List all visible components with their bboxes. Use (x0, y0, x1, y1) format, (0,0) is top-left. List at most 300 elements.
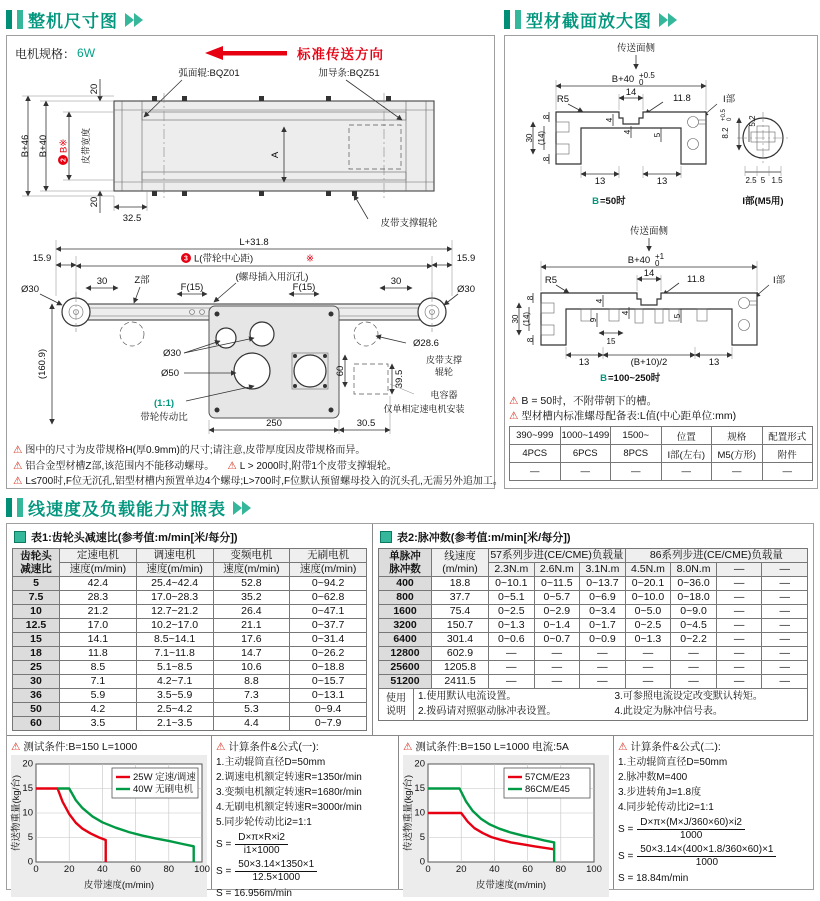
value-cell: 8.8 (213, 675, 290, 689)
caption-b100: =100~250时 (608, 373, 661, 384)
value-cell: — (489, 675, 535, 689)
dim-d30-mid: Ø30 (163, 348, 181, 359)
nut-value-cell: 8PCS (611, 445, 662, 463)
value-cell: 0~20.1 (625, 577, 671, 591)
fraction (235, 859, 317, 884)
y-tick-label: 20 (22, 758, 33, 770)
surface-side-label: 传送面侧 (616, 43, 656, 54)
table-row (379, 675, 808, 689)
value-cell: — (671, 661, 717, 675)
nut-table-container (509, 426, 813, 481)
table-marker-icon (14, 531, 26, 543)
dim-13-left: 13 (594, 176, 606, 187)
value-cell: 11.8 (60, 647, 137, 661)
dim-8-bottom: 8 (542, 156, 551, 162)
table-row (13, 619, 367, 633)
svg-text:L(带轮中心距): L(带轮中心距) (194, 253, 254, 265)
y-tick-label: 20 (414, 758, 425, 770)
caption-b100-b: B (600, 373, 607, 384)
denominator: 12.5×1000 (252, 872, 301, 883)
formula-lhs: S = (618, 851, 634, 862)
nut-header-cell: 1000~1499 (560, 427, 611, 445)
value-cell: 0~13.7 (580, 577, 626, 591)
torque-header: 2.3N.m (489, 563, 535, 577)
x-tick-label: 60 (522, 864, 533, 875)
value-cell: — (534, 661, 580, 675)
chart2-cell (399, 736, 614, 889)
svg-text:+0.5: +0.5 (721, 109, 727, 121)
caption-b50: =50时 (600, 196, 626, 207)
value-cell: 0~2.2 (671, 633, 717, 647)
dim-118: 11.8 (673, 93, 691, 104)
dim-118: 11.8 (687, 274, 705, 285)
denominator: 1000 (680, 830, 703, 841)
ratio-cell: 36 (13, 689, 60, 703)
value-cell: 75.4 (432, 605, 489, 619)
value-cell: 0~10.1 (489, 577, 535, 591)
dim-5: 5 (653, 132, 662, 138)
dim-9: 9 (589, 317, 598, 323)
value-cell: 301.4 (432, 633, 489, 647)
table-marker-icon (380, 531, 392, 543)
value-cell: 0~18.0 (671, 591, 717, 605)
dim-b40-tol (612, 71, 656, 87)
value-cell: 17.0~28.3 (136, 591, 213, 605)
dim-d30-right: Ø30 (457, 284, 475, 295)
profile-panel (504, 35, 818, 489)
dim-b46: B+46 (20, 134, 31, 158)
value-cell: — (716, 633, 762, 647)
dim-b40-tol2 (628, 252, 665, 268)
svg-text:2: 2 (60, 158, 68, 162)
value-cell: 0~18.8 (290, 661, 367, 675)
support-label-1: 皮带支撑 (425, 355, 463, 365)
table-row (13, 661, 367, 675)
legend-label: 57CM/E23 (525, 771, 570, 783)
load-capacity-chart (404, 756, 600, 892)
load-capacity-chart (12, 756, 208, 892)
support-roller-label: 皮带支撑辊轮 (380, 218, 438, 229)
dim-d30-left: Ø30 (21, 284, 39, 295)
value-cell: 0~62.8 (290, 591, 367, 605)
formula-lhs: S = (618, 824, 634, 835)
value-cell: — (762, 605, 808, 619)
header-bar-icon (17, 10, 23, 29)
table-row (13, 549, 367, 563)
group-header: 57系列步进(CE/CME)负载量 (490, 549, 624, 562)
dim-52: 5.2 (748, 115, 757, 127)
value-cell: — (625, 661, 671, 675)
torque-header: 8.0N.m (671, 563, 717, 577)
ratio-cell: 10 (13, 605, 60, 619)
corner-header: 齿轮头 减速比 (13, 549, 60, 577)
table-row (13, 605, 367, 619)
dim-l318: L+31.8 (239, 237, 269, 248)
value-cell: 0~94.2 (290, 577, 367, 591)
value-cell: 4.2 (60, 703, 137, 717)
overall-dimension-panel (6, 35, 503, 489)
value-cell: — (489, 661, 535, 675)
svg-text:0: 0 (639, 78, 644, 87)
value-cell: 4.2~7.1 (136, 675, 213, 689)
dim-b40: B+40 (38, 134, 49, 158)
calc2-cell (614, 736, 813, 889)
table-row (379, 577, 808, 591)
torque-header: 2.6N.m (534, 563, 580, 577)
numerator: 50×3.14×(400×1.8/360×60)×1 (637, 844, 776, 857)
nut-hole-label: (螺母插入用沉孔) (235, 272, 309, 283)
warning-icon: ⚠ (13, 459, 23, 472)
section-header-profile (504, 7, 818, 32)
value-cell: — (762, 591, 808, 605)
value-cell: — (625, 675, 671, 689)
note-text: L > 2000时,附带1个皮带支撑辊轮。 (239, 460, 397, 472)
group-header: 无刷电机 (290, 549, 367, 563)
formula-row (618, 817, 809, 842)
value-cell: 0~9.4 (290, 703, 367, 717)
value-cell: 21.1 (213, 619, 290, 633)
warning-icon: ⚠ (618, 741, 628, 753)
table-row (13, 717, 367, 731)
header-bar-icon (504, 10, 510, 29)
f15-left: F(15) (180, 282, 204, 293)
table-row (13, 563, 367, 577)
value-cell: — (716, 605, 762, 619)
top-row (6, 5, 814, 489)
dim-5d: 5 (760, 176, 766, 185)
value-cell: 0~5.0 (625, 605, 671, 619)
guide-label: 加导条:BQZ51 (318, 68, 380, 79)
value-cell: 0~2.5 (625, 619, 671, 633)
value-cell: — (534, 647, 580, 661)
note-text: 型材槽内标准螺母配备表:L值(中心距单位:mm) (521, 410, 737, 423)
fraction (235, 832, 288, 857)
calc-condition-line: 5.同步轮传动比i2=1:1 (216, 817, 312, 828)
sub-header: 速度(m/min) (290, 563, 367, 577)
value-cell: 26.4 (213, 605, 290, 619)
pulse-cell: 6400 (379, 633, 432, 647)
formula-result: S = 18.84m/min (618, 873, 689, 884)
value-cell: — (716, 577, 762, 591)
motor-spec-row (15, 43, 486, 63)
corner-header: 单脉冲 脉冲数 (379, 549, 432, 577)
table-row (13, 591, 367, 605)
nut-value-cell: — (611, 463, 662, 481)
value-cell: — (716, 675, 762, 689)
group-header: 变频电机 (213, 549, 290, 563)
y-tick-label: 10 (414, 807, 425, 819)
denominator: i1×1000 (243, 845, 280, 856)
torque-header: — (716, 563, 762, 577)
svg-text:B※: B※ (58, 138, 70, 153)
dim-l-center (181, 253, 314, 265)
value-cell: 10.2~17.0 (136, 619, 213, 633)
formula-row (216, 859, 394, 884)
speed-load-section (6, 495, 814, 899)
dim-5: 5 (673, 313, 682, 319)
value-cell: 0~5.1 (489, 591, 535, 605)
dim-4b: 4 (623, 129, 632, 135)
pulse-cell: 51200 (379, 675, 432, 689)
y-tick-label: 15 (414, 783, 425, 795)
value-cell: — (762, 647, 808, 661)
numerator: D×π×R×i2 (235, 832, 288, 845)
profile-notes (509, 394, 813, 424)
value-cell: 0~1.3 (625, 633, 671, 647)
formula-row (618, 844, 809, 869)
legend-label: 40W 无刷电机 (133, 783, 194, 795)
value-cell: 5.9 (60, 689, 137, 703)
value-cell: 7.1 (60, 675, 137, 689)
pulse-cell: 25600 (379, 661, 432, 675)
x-tick-label: 0 (33, 864, 39, 875)
dim-30-right: 30 (390, 276, 402, 287)
value-cell: 8.5~14.1 (136, 633, 213, 647)
x-tick-label: 20 (455, 864, 467, 875)
dim-4a: 4 (595, 298, 604, 304)
x-tick-label: 20 (63, 864, 75, 875)
calc-condition-line: 1.主动辊筒直径D=50mm (216, 757, 326, 768)
ratio-cell: 5 (13, 577, 60, 591)
value-cell: — (580, 647, 626, 661)
gear-ratio-table (12, 548, 367, 731)
capacitor-label: 电容器 (430, 390, 458, 400)
value-cell: 42.4 (60, 577, 137, 591)
value-cell: 17.0 (60, 619, 137, 633)
value-cell: — (762, 577, 808, 591)
note-text: L≤700时,F位无沉孔,铝型材槽内预置单边4个螺母;L>700时,F位默认预留螺母投入的沉头孔,无需另外追加工。 (25, 476, 503, 487)
usage-left-col (414, 689, 611, 720)
value-cell: 18.8 (432, 577, 489, 591)
y-tick-label: 0 (27, 856, 33, 868)
tables-row (7, 524, 813, 736)
profile-b100-drawing (509, 223, 813, 387)
table-row (13, 577, 367, 591)
ratio-cell: 60 (13, 717, 60, 731)
svg-text:※: ※ (306, 253, 314, 265)
table1-container (12, 548, 367, 731)
charts-row (7, 736, 813, 899)
dim-305: 30.5 (356, 418, 376, 429)
ratio-cell: 25 (13, 661, 60, 675)
profile-b50-drawing (509, 38, 813, 218)
x-tick-label: 40 (489, 864, 500, 875)
table-row (13, 689, 367, 703)
value-cell: 0~13.1 (290, 689, 367, 703)
value-cell: — (625, 647, 671, 661)
value-cell: 7.3 (213, 689, 290, 703)
pulse-cell: 800 (379, 591, 432, 605)
group-header: 调速电机 (136, 549, 213, 563)
torque-header: — (762, 563, 808, 577)
group-header: 86系列步进(CE/CME)负载量 (625, 549, 807, 563)
legend-label: 25W 定速/调速 (133, 771, 196, 783)
dim-8-top: 8 (526, 295, 535, 301)
nut-value-cell: — (510, 463, 561, 481)
calc-condition-line: 3.步进转角J=1.8度 (618, 787, 702, 798)
denominator: 1000 (695, 857, 719, 868)
dim-4b: 4 (621, 310, 630, 316)
header-bar-icon (515, 10, 521, 29)
dim-14: 14 (643, 268, 655, 279)
section-header-speed (6, 495, 814, 520)
value-cell: 0~26.2 (290, 647, 367, 661)
value-cell: 0~36.0 (671, 577, 717, 591)
legend-label: 86CM/E45 (525, 783, 570, 795)
y-tick-label: 5 (27, 832, 33, 844)
motor-spec-value: 6W (77, 46, 96, 60)
nut-value-cell: 4PCS (510, 445, 561, 463)
note-line (509, 409, 813, 424)
line-speed-header: 线速度 (m/min) (432, 549, 489, 577)
table-row (379, 591, 808, 605)
dim-13-right: 13 (656, 176, 668, 187)
nut-value-cell: M5(方形) (712, 445, 763, 463)
value-cell: — (762, 661, 808, 675)
nut-header-cell: 配置形式 (762, 427, 813, 445)
note-line (13, 443, 488, 459)
header-bar-icon (6, 498, 12, 517)
calc-condition-line: 4.无刷电机额定转速R=3000r/min (216, 802, 362, 813)
svg-text:+0.5: +0.5 (639, 71, 655, 80)
value-cell: 0~1.4 (534, 619, 580, 633)
x-tick-label: 80 (555, 864, 567, 875)
table2-container (378, 548, 808, 689)
ratio-cell: 30 (13, 675, 60, 689)
y-tick-label: 0 (419, 856, 425, 868)
z-part-label: Z部 (134, 275, 150, 286)
value-cell: — (671, 675, 717, 689)
double-triangle-right-icon (231, 500, 255, 516)
svg-text:0: 0 (727, 117, 733, 121)
value-cell: — (716, 591, 762, 605)
y-tick-label: 10 (22, 807, 33, 819)
dim-bp102: (B+10)/2 (630, 357, 668, 368)
table2-caption-row (380, 529, 808, 545)
note-line (13, 459, 488, 475)
usage-note: 2.拨码请对照驱动脉冲表设置。 (418, 705, 557, 717)
nut-value-cell: — (560, 463, 611, 481)
load-chart-2 (403, 755, 609, 897)
value-cell: 0~31.4 (290, 633, 367, 647)
x-tick-label: 60 (130, 864, 141, 875)
i-part-label: I部 (723, 94, 736, 105)
calc-condition-line: 1.主动辊筒直径D=50mm (618, 757, 728, 768)
calc-condition-line: 4.同步轮传动比i2=1:1 (618, 802, 714, 813)
dim-14p: (14) (537, 130, 546, 146)
dim-d50: Ø50 (161, 368, 179, 379)
table2-caption: 表2:脉冲数(参考值:m/min[米/每分]) (397, 532, 571, 544)
calc-condition-line: 3.变频电机额定转速R=1680r/min (216, 787, 362, 798)
value-cell: 5.3 (213, 703, 290, 717)
test-condition-2: ⚠ 测试条件:B=150 L=1000 电流:5A (403, 741, 569, 753)
ratio-cell: 18 (13, 647, 60, 661)
usage-note: 1.使用默认电流设置。 (418, 691, 517, 702)
value-cell: — (762, 619, 808, 633)
nut-value-cell: — (712, 463, 763, 481)
dim-4a: 4 (605, 117, 614, 123)
dim-395: 39.5 (394, 369, 405, 389)
dim-15: 15 (606, 337, 616, 346)
caption-idetail: I部(M5用) (742, 196, 784, 207)
overall-notes (13, 443, 503, 490)
dim-8-bottom: 8 (526, 337, 535, 343)
value-cell: 2.5~4.2 (136, 703, 213, 717)
ratio-cell: 7.5 (13, 591, 60, 605)
torque-header: 3.1N.m (580, 563, 626, 577)
dim-20-bottom: 20 (89, 196, 100, 208)
value-cell: 0~3.4 (580, 605, 626, 619)
value-cell: 0~2.5 (489, 605, 535, 619)
test-condition-1: ⚠ 测试条件:B=150 L=1000 (11, 741, 138, 753)
value-cell: 7.1~11.8 (136, 647, 213, 661)
dim-15: 1.5 (771, 176, 783, 185)
value-cell: — (716, 661, 762, 675)
value-cell: — (580, 675, 626, 689)
support-label-2: 辊轮 (434, 367, 454, 377)
value-cell: 0~15.7 (290, 675, 367, 689)
note-text: 铝合金型材槽Z部,该范围内不能移动螺母。 (25, 460, 215, 472)
y-tick-label: 5 (419, 832, 425, 844)
value-cell: 0~0.9 (580, 633, 626, 647)
table2-cell (373, 524, 813, 735)
capacitor-note: 仅单相定速电机安装 (383, 404, 465, 414)
table1-caption-row (14, 529, 367, 545)
warning-icon: ⚠ (216, 741, 226, 753)
dim-32-5: 32.5 (122, 213, 142, 224)
nut-value-cell: 6PCS (560, 445, 611, 463)
belt-width-label: 皮带宽度 (81, 127, 91, 165)
value-cell: 2411.5 (432, 675, 489, 689)
value-cell: 0~10.0 (625, 591, 671, 605)
dim-8-top: 8 (542, 114, 551, 120)
value-cell: 0~2.9 (534, 605, 580, 619)
table-row (510, 427, 813, 445)
torque-header: 4.5N.m (625, 563, 671, 577)
value-cell: 0~37.7 (290, 619, 367, 633)
warning-icon: ⚠ (509, 410, 519, 423)
table-row (510, 445, 813, 463)
profile-section (504, 5, 818, 489)
direction-indicator (205, 43, 384, 63)
usage-note: 4.此设定为脉冲信号表。 (614, 705, 723, 717)
sub-header: 速度(m/min) (213, 563, 290, 577)
nut-header-cell: 390~999 (510, 427, 561, 445)
value-cell: 14.1 (60, 633, 137, 647)
value-cell: 14.7 (213, 647, 290, 661)
table-row (379, 647, 808, 661)
svg-text:B+40: B+40 (627, 255, 651, 266)
value-cell: 21.2 (60, 605, 137, 619)
header-bar-icon (6, 10, 12, 29)
value-cell: 35.2 (213, 591, 290, 605)
dim-159-left: 15.9 (32, 253, 52, 264)
value-cell: 37.7 (432, 591, 489, 605)
table-row (510, 463, 813, 481)
value-cell: 0~1.3 (489, 619, 535, 633)
table-row (13, 633, 367, 647)
value-cell: — (762, 633, 808, 647)
caption-b50-b: B (592, 196, 599, 207)
svg-text:B+40: B+40 (611, 74, 635, 85)
value-cell: 0~9.0 (671, 605, 717, 619)
nut-value-cell: — (661, 463, 712, 481)
value-cell: — (580, 661, 626, 675)
usage-notes (378, 689, 808, 721)
value-cell: 17.6 (213, 633, 290, 647)
x-axis-label: 皮带速度(m/min) (83, 880, 155, 891)
value-cell: 8.5 (60, 661, 137, 675)
